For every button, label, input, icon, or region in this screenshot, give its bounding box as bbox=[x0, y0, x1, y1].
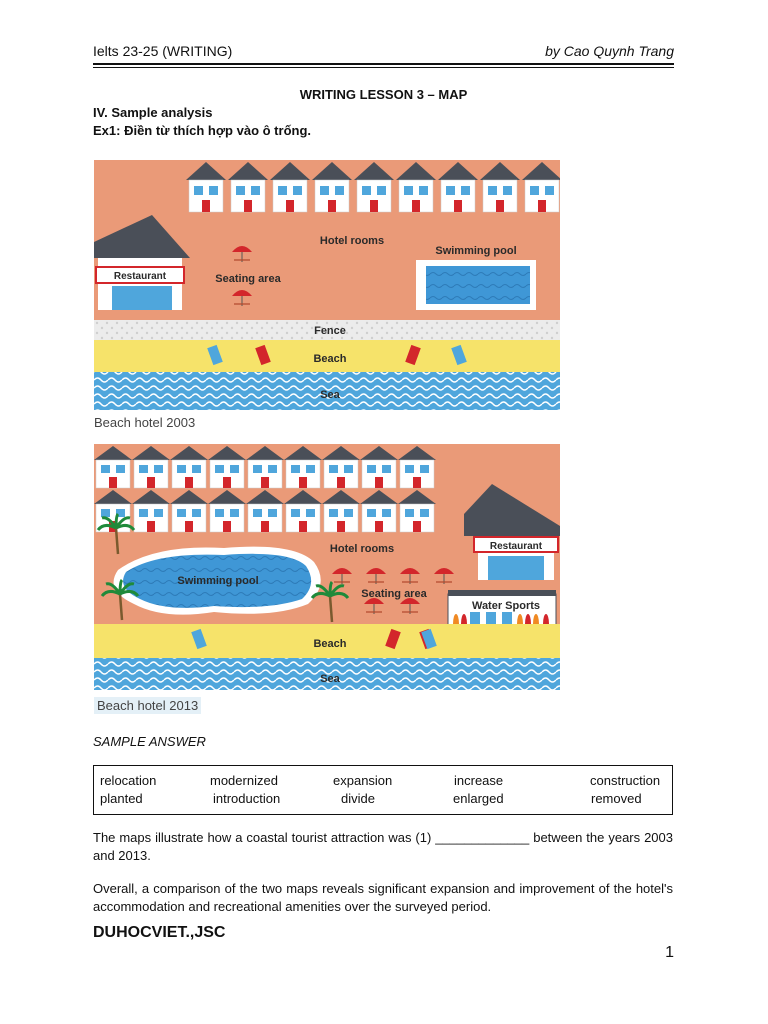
header-course: Ielts 23-25 (WRITING) bbox=[93, 43, 233, 59]
label-swimming-pool: Swimming pool bbox=[177, 575, 259, 587]
word-bank-item: introduction bbox=[213, 791, 281, 806]
word-bank-item: increase bbox=[454, 773, 504, 788]
lesson-title: WRITING LESSON 3 – MAP bbox=[299, 87, 468, 102]
header-rule-thin bbox=[93, 67, 674, 68]
label-beach: Beach bbox=[313, 638, 347, 650]
label-restaurant: Restaurant bbox=[113, 271, 167, 282]
header-author: by Cao Quynh Trang bbox=[545, 43, 674, 59]
map-2013-caption-text: Beach hotel 2013 bbox=[94, 697, 201, 714]
word-bank-item: planted bbox=[100, 791, 143, 806]
label-seating-area: Seating area bbox=[361, 588, 427, 600]
map-2013 bbox=[94, 444, 560, 690]
label-water-sports: Water Sports bbox=[471, 600, 541, 612]
word-bank-item: enlarged bbox=[453, 791, 504, 806]
map-2003-caption: Beach hotel 2003 bbox=[94, 415, 196, 430]
word-bank-item: expansion bbox=[333, 773, 393, 788]
label-beach: Beach bbox=[313, 353, 347, 365]
company-name: DUHOCVIET.,JSC bbox=[93, 924, 226, 941]
page-header bbox=[93, 43, 674, 63]
answer-paragraph-1: The maps illustrate how a coastal tourist attraction was (1) _____________ between the years 2003 and 2013. bbox=[93, 830, 673, 863]
label-sea: Sea bbox=[320, 389, 340, 401]
word-bank-item: removed bbox=[591, 791, 642, 806]
answer-paragraph-2: Overall, a comparison of the two maps reveals significant expansion and improvement of the hotel's accommodation and recreational amenities over the surveyed period. bbox=[93, 881, 673, 914]
sample-answer-label: SAMPLE ANSWER bbox=[93, 734, 206, 749]
label-sea: Sea bbox=[320, 673, 340, 685]
label-swimming-pool: Swimming pool bbox=[435, 245, 517, 257]
map-2013-caption bbox=[94, 698, 201, 713]
word-bank bbox=[93, 765, 673, 815]
word-bank-item: divide bbox=[341, 791, 375, 806]
hotel-rooms-lower-row bbox=[94, 490, 436, 532]
label-fence: Fence bbox=[314, 325, 346, 337]
label-seating-area: Seating area bbox=[215, 273, 281, 285]
map-2003 bbox=[94, 160, 560, 410]
exercise-heading: Ex1: Điền từ thích hợp vào ô trống. bbox=[93, 123, 311, 138]
word-bank-item: modernized bbox=[210, 773, 278, 788]
section-heading: IV. Sample analysis bbox=[93, 105, 213, 120]
word-bank-item: construction bbox=[590, 773, 661, 788]
label-restaurant: Restaurant bbox=[489, 541, 543, 552]
label-hotel-rooms: Hotel rooms bbox=[329, 543, 395, 555]
hotel-rooms-row bbox=[186, 162, 560, 212]
header-rule bbox=[93, 63, 674, 65]
page-number: 1 bbox=[665, 944, 674, 961]
hotel-rooms-upper-row bbox=[94, 446, 436, 488]
word-bank-item: relocation bbox=[100, 773, 157, 788]
swimming-pool bbox=[416, 260, 536, 310]
label-hotel-rooms: Hotel rooms bbox=[319, 235, 385, 247]
